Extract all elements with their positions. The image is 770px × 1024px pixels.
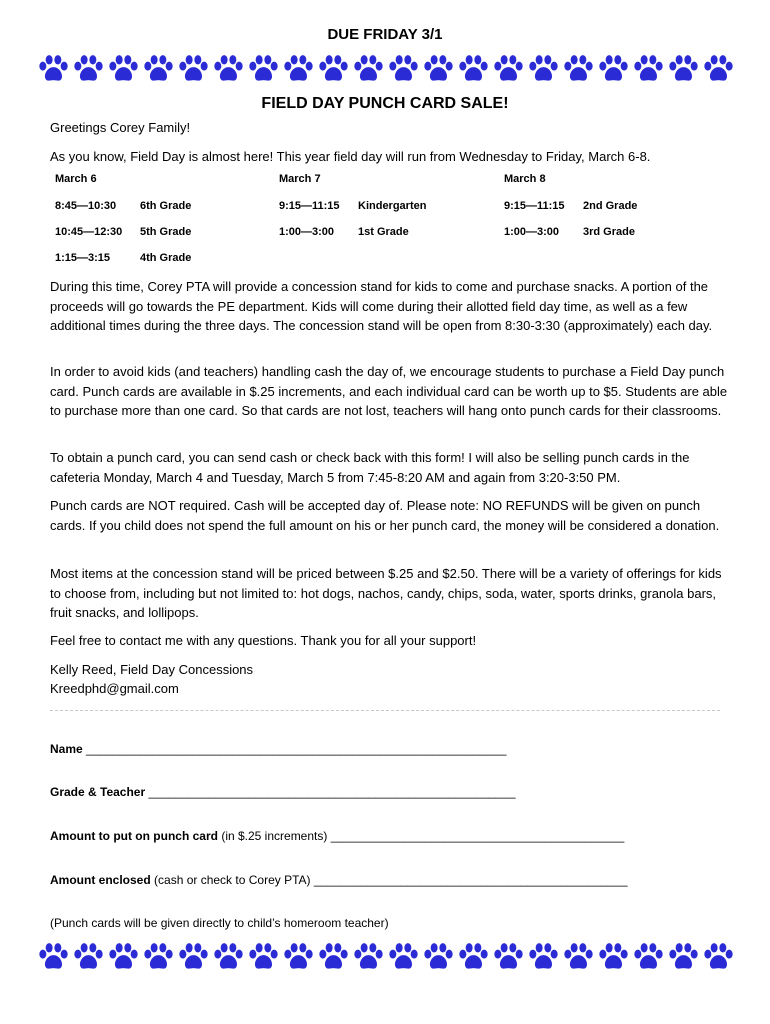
- paw-print-icon: [178, 54, 209, 84]
- paw-print-icon: [703, 54, 734, 84]
- schedule-day-date: March 6: [55, 173, 97, 185]
- paragraph-concession: During this time, Corey PTA will provide a concession stand for kids to come and purchase snacks. A portion of the proceeds will go towards the PE department. Kids will come during their allotted field day time, as well as a few additional times during the three days. The concession stand will be open from 8:30-3:30 (approximately) each day.: [50, 279, 713, 333]
- schedule-grade: 2nd Grade: [583, 200, 638, 212]
- paw-print-icon: [493, 942, 524, 972]
- paw-print-icon: [563, 942, 594, 972]
- amount-label: Amount to put on punch card: [50, 829, 218, 843]
- paw-print-icon: [703, 942, 734, 972]
- footnote: (Punch cards will be given directly to child’s homeroom teacher): [50, 916, 389, 930]
- paw-print-icon: [598, 942, 629, 972]
- paw-print-icon: [423, 942, 454, 972]
- paw-print-icon: [388, 942, 419, 972]
- schedule-time: 1:00—3:00: [504, 226, 560, 238]
- paw-print-icon: [73, 942, 104, 972]
- paw-print-icon: [423, 54, 454, 84]
- grade-teacher-field[interactable]: [50, 785, 516, 799]
- enclosed-line[interactable]: _______________________________________________: [313, 873, 628, 887]
- paw-print-icon: [108, 54, 139, 84]
- schedule-grade: 5th Grade: [140, 226, 192, 238]
- paw-print-icon: [563, 54, 594, 84]
- schedule-grade: 1st Grade: [358, 226, 409, 238]
- schedule-time: 10:45—12:30: [55, 226, 123, 238]
- amount-field[interactable]: [50, 829, 624, 843]
- paw-print-icon: [528, 54, 559, 84]
- paw-print-icon: [668, 942, 699, 972]
- paw-print-icon: [143, 54, 174, 84]
- grade-teacher-line[interactable]: _______________________________________________________: [148, 785, 516, 799]
- paw-print-icon: [318, 942, 349, 972]
- paragraph-prices: Most items at the concession stand will be priced between $.25 and $2.50. There will be a variety of offerings for kids to choose from, including but not limited to: hot dogs, nachos, candy, chips, soda, water, sports drinks, granola bars, fruit snacks, and lollipops.: [50, 566, 722, 620]
- paw-print-icon: [633, 942, 664, 972]
- schedule-grade: 4th Grade: [140, 252, 192, 264]
- amount-line[interactable]: ____________________________________________: [330, 829, 625, 843]
- paw-print-icon: [213, 54, 244, 84]
- schedule-time: 1:00—3:00: [279, 226, 335, 238]
- schedule-time: 9:15—11:15: [279, 200, 340, 212]
- paragraph-punch-card: In order to avoid kids (and teachers) handling cash the day of, we encourage students to purchase a Field Day punch card. Punch cards are available in $.25 increments, and each individual card can be worth up to $5. Students are able to purchase more than one card. So that cards are not lost, teachers will hang onto punch cards for their classrooms.: [50, 364, 728, 418]
- paw-print-icon: [248, 54, 279, 84]
- paw-print-icon: [248, 942, 279, 972]
- amount-note: (in $.25 increments): [217, 829, 331, 843]
- signature-email: Kreedphd@gmail.com: [50, 681, 179, 696]
- paw-print-icon: [213, 942, 244, 972]
- paw-print-icon: [108, 942, 139, 972]
- paw-print-icon: [283, 54, 314, 84]
- schedule-grade: Kindergarten: [358, 200, 427, 212]
- paragraph-obtain: To obtain a punch card, you can send cash or check back with this form! I will also be selling punch cards in the cafeteria Monday, March 4 and Tuesday, March 5 from 7:45-8:20 AM and again from 3:20-3:50 PM.: [50, 450, 690, 485]
- paw-print-icon: [668, 54, 699, 84]
- paw-print-icon: [38, 942, 69, 972]
- paw-print-icon: [528, 942, 559, 972]
- paw-print-icon: [178, 942, 209, 972]
- schedule-day-date: March 7: [279, 173, 321, 185]
- paw-print-icon: [353, 942, 384, 972]
- schedule-grade: 6th Grade: [140, 200, 192, 212]
- paw-print-icon: [353, 54, 384, 84]
- signature-name: Kelly Reed, Field Day Concessions: [50, 662, 254, 677]
- name-label: Name: [50, 742, 83, 756]
- grade-teacher-label: Grade & Teacher: [50, 785, 146, 799]
- paw-border-bottom: [38, 940, 734, 974]
- paw-print-icon: [388, 54, 419, 84]
- paragraph-refunds: Punch cards are NOT required. Cash will be accepted day of. Please note: NO REFUNDS will be given on punch cards. If you child does not spend the full amount on his or her punch card, the money will be considered a donation.: [50, 498, 720, 533]
- paw-border-top: [38, 52, 734, 86]
- paragraph-thanks: Feel free to contact me with any questions. Thank you for all your support!: [50, 633, 477, 648]
- paw-print-icon: [143, 942, 174, 972]
- due-date-heading: DUE FRIDAY 3/1: [327, 26, 443, 43]
- paw-print-icon: [38, 54, 69, 84]
- enclosed-label: Amount enclosed: [50, 873, 151, 887]
- schedule-day-date: March 8: [504, 173, 546, 185]
- enclosed-note: (cash or check to Corey PTA): [150, 873, 314, 887]
- enclosed-field[interactable]: [50, 873, 628, 887]
- cut-line-divider: [50, 710, 720, 711]
- flyer-title: FIELD DAY PUNCH CARD SALE!: [261, 95, 509, 112]
- intro-text: As you know, Field Day is almost here! This year field day will run from Wednesday to Friday, March 6-8.: [50, 149, 651, 164]
- greeting: Greetings Corey Family!: [50, 120, 191, 135]
- paw-print-icon: [598, 54, 629, 84]
- paw-print-icon: [458, 942, 489, 972]
- paw-print-icon: [493, 54, 524, 84]
- schedule-grade: 3rd Grade: [583, 226, 635, 238]
- name-line[interactable]: _______________________________________________________________: [86, 742, 507, 756]
- paw-print-icon: [318, 54, 349, 84]
- schedule-time: 9:15—11:15: [504, 200, 565, 212]
- paw-print-icon: [633, 54, 664, 84]
- schedule-time: 8:45—10:30: [55, 200, 117, 212]
- schedule-time: 1:15—3:15: [55, 252, 111, 264]
- paw-print-icon: [283, 942, 314, 972]
- name-field[interactable]: [50, 742, 506, 756]
- paw-print-icon: [458, 54, 489, 84]
- paw-print-icon: [73, 54, 104, 84]
